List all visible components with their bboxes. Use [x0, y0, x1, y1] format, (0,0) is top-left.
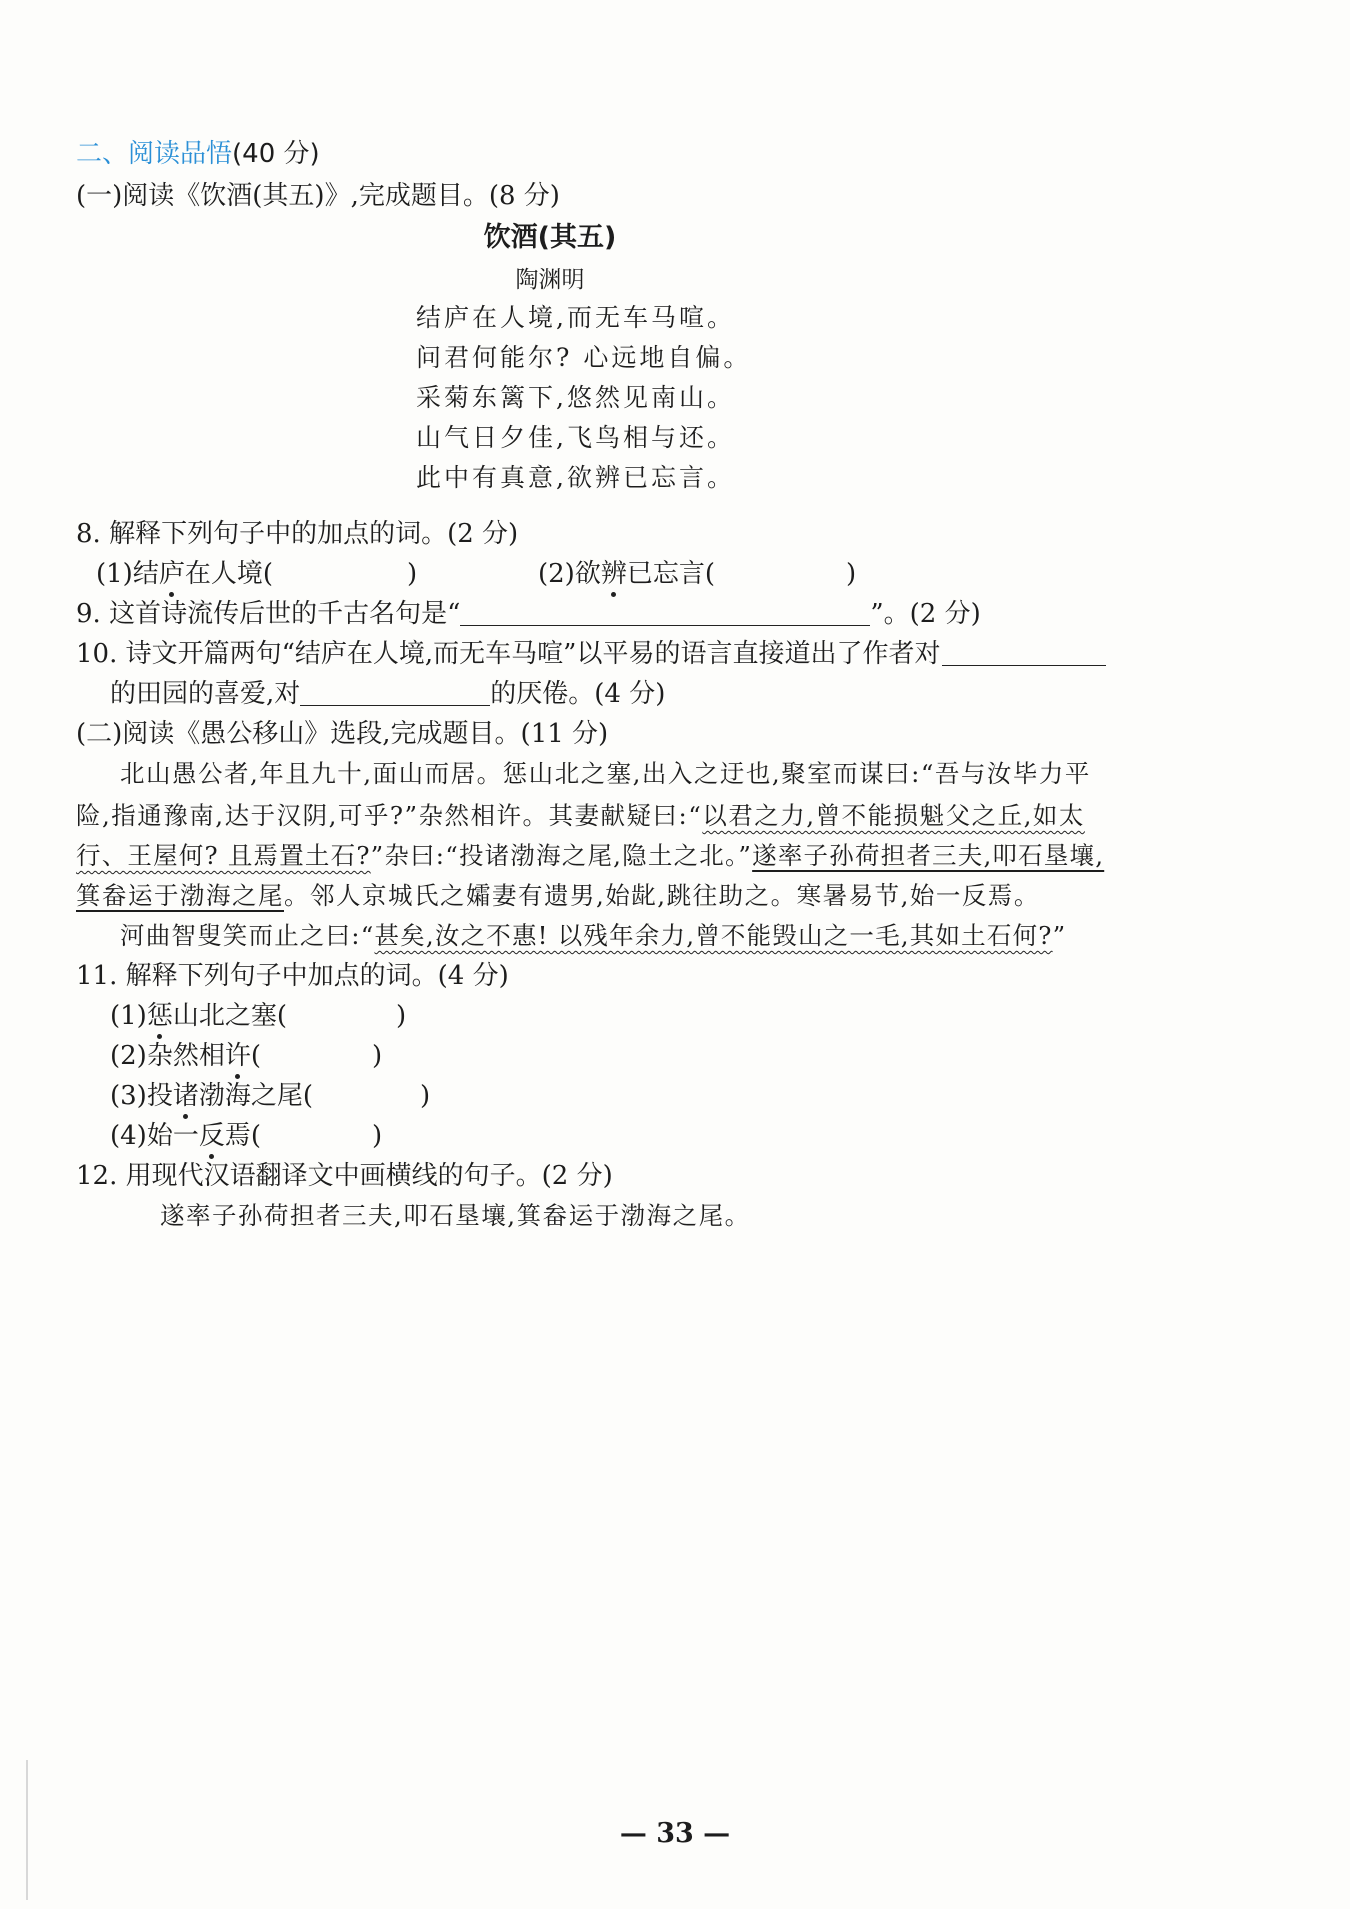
- poem-line-3: 采菊东篱下,悠然见南山。: [416, 383, 735, 412]
- q9-pre: 9. 这首诗流传后世的千古名句是“: [76, 599, 461, 629]
- passage-line-4: [76, 878, 1040, 914]
- passage-underlined-2: 箕畚运于渤海之尾: [76, 881, 284, 910]
- q8-item-2: [538, 556, 715, 592]
- q11-stem: 11. 解释下列句子中加点的词。(4 分): [76, 961, 509, 991]
- poem-line-4: 山气日夕佳,飞鸟相与还。: [416, 423, 735, 452]
- passage-wavy-2: 行、王屋何? 且焉置土石?: [76, 841, 371, 870]
- q11-3-close: ): [420, 1081, 431, 1111]
- part2-intro: (二)阅读《愚公移山》选段,完成题目。(11 分): [76, 719, 609, 749]
- q11-item-2: [110, 1038, 261, 1074]
- q11-1-close: ): [396, 1001, 407, 1031]
- page-number: — 33 —: [619, 1818, 731, 1849]
- q11-2-pre: (2)杂然相: [110, 1041, 225, 1071]
- q11-3-pre: (3)投: [110, 1081, 173, 1111]
- q9-post: ”。(2 分): [870, 599, 981, 629]
- q11-3-post: 渤海之尾(: [198, 1081, 314, 1111]
- poem-title: 饮酒(其五): [483, 222, 617, 253]
- q11-4-close: ): [372, 1121, 383, 1151]
- passage-line-2: [76, 798, 1085, 834]
- section-score: (40 分): [232, 139, 320, 169]
- q8-1-post: 在人境(: [184, 559, 274, 589]
- q10-line-2: [110, 676, 665, 712]
- q8-item-1: [96, 556, 273, 592]
- passage-wavy-3: 甚矣,汝之不惠! 以残年余力,曾不能毁山之一毛,其如土石何?: [374, 921, 1053, 950]
- passage-5c: ”: [1052, 921, 1067, 950]
- q11-1-pre: (1): [110, 1001, 147, 1031]
- q8-2-pre: (2)欲: [538, 559, 601, 589]
- q12-sentence: 遂率子孙荷担者三夫,叩石垦壤,箕畚运于渤海之尾。: [160, 1201, 751, 1230]
- q11-1-post: 山北之塞(: [172, 1001, 288, 1031]
- q9-answer-blank[interactable]: [460, 599, 870, 626]
- q11-item-3: [110, 1078, 313, 1114]
- q8-1-pre: (1)结: [96, 559, 159, 589]
- passage-underlined-1: 遂率子孙荷担者三夫,叩石垦壤,: [752, 841, 1105, 870]
- q11-4-pre: (4)始一: [110, 1121, 199, 1151]
- passage-line-3: [76, 838, 1104, 874]
- q11-2-post: (: [250, 1041, 262, 1071]
- q8-2-post: 已忘言(: [626, 559, 716, 589]
- q10-line-1: [76, 636, 1106, 672]
- q8-2-dotted-word: 辨: [601, 556, 627, 592]
- q12-stem: 12. 用现代汉语翻译文中画横线的句子。(2 分): [76, 1161, 613, 1191]
- q8-1-dotted-word: 庐: [159, 556, 185, 592]
- q9: [76, 596, 981, 632]
- passage-wavy-1: 以君之力,曾不能损魁父之丘,如太: [702, 801, 1085, 830]
- q11-item-4: [110, 1118, 261, 1154]
- q10-blank-2[interactable]: [300, 679, 490, 706]
- poem-line-2: 问君何能尔? 心远地自偏。: [416, 343, 752, 372]
- q11-1-dotted-word: 惩: [147, 998, 173, 1034]
- passage-4b: 。邻人京城氏之孀妻有遗男,始龀,跳往助之。寒暑易节,始一反焉。: [284, 881, 1040, 910]
- passage-3b: ”杂曰:“投诸渤海之尾,隐土之北。”: [370, 841, 753, 870]
- poem-author: 陶渊明: [515, 267, 585, 293]
- section-heading: [76, 136, 320, 172]
- q11-3-dotted-word: 诸: [173, 1078, 199, 1114]
- poem-line-5: 此中有真意,欲辨已忘言。: [416, 463, 735, 492]
- q11-2-dotted-word: 许: [225, 1038, 251, 1074]
- passage-line-5: [120, 918, 1066, 954]
- q11-item-1: [110, 998, 287, 1034]
- q10-text-1: 10. 诗文开篇两句“结庐在人境,而无车马喧”以平易的语言直接道出了作者对: [76, 639, 941, 669]
- q8-1-close: ): [407, 559, 418, 589]
- section-title: 二、阅读品悟: [76, 139, 233, 169]
- q11-4-post: 焉(: [224, 1121, 262, 1151]
- passage-5a: 河曲智叟笑而止之曰:“: [120, 921, 375, 950]
- q8-stem: 8. 解释下列句子中的加点的词。(2 分): [76, 519, 519, 549]
- q10-text-2b: 的厌倦。(4 分): [490, 679, 666, 709]
- passage-2a: 险,指通豫南,达于汉阴,可乎?”杂然相许。其妻献疑曰:“: [76, 801, 703, 830]
- q8-2-close: ): [846, 559, 857, 589]
- part1-intro: (一)阅读《饮酒(其五)》,完成题目。(8 分): [76, 181, 560, 211]
- poem-line-1: 结庐在人境,而无车马喧。: [416, 303, 735, 332]
- passage-line-1: 北山愚公者,年且九十,面山而居。惩山北之塞,出入之迂也,聚室而谋曰:“吾与汝毕力平: [120, 759, 1091, 788]
- q11-2-close: ): [372, 1041, 383, 1071]
- q11-4-dotted-word: 反: [199, 1118, 225, 1154]
- q10-text-2a: 的田园的喜爱,对: [110, 679, 301, 709]
- q10-blank-1[interactable]: [942, 639, 1106, 666]
